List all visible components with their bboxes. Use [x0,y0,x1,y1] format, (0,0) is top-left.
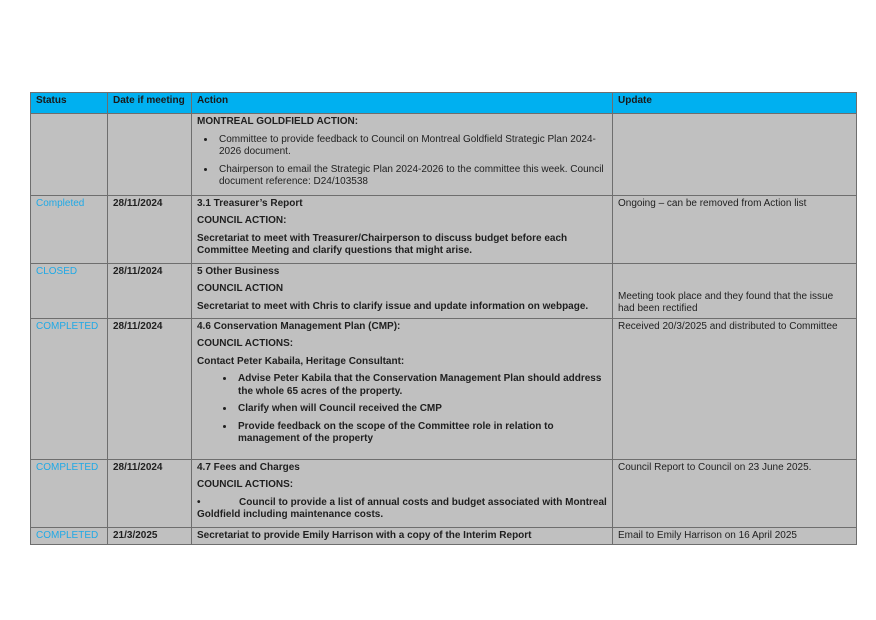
update-cell [613,114,857,196]
action-body-wrap [197,497,607,522]
status-cell: COMPLETED [31,318,108,459]
spacer [618,266,851,291]
status-cell [31,114,108,196]
header-update: Update [613,93,857,114]
action-title: 5 Other Business [197,265,280,277]
table-row [31,318,857,459]
action-cell [192,459,613,527]
action-subtitle: COUNCIL ACTION [197,283,284,294]
action-title: MONTREAL GOLDFIELD ACTION: [197,116,359,127]
date-cell: 28/11/2024 [108,195,192,263]
action-cell [192,318,613,459]
date-cell: 28/11/2024 [108,318,192,459]
bullet-marker: • [197,496,201,508]
update-cell: Email to Emily Harrison on 16 April 2025 [613,527,857,545]
update-cell [613,263,857,318]
action-table [30,92,857,545]
action-cell: Secretariat to provide Emily Harrison with a copy of the Interim Report [192,527,613,545]
update-cell: Received 20/3/2025 and distributed to Committee [613,318,857,459]
action-subtitle: COUNCIL ACTIONS: [197,338,294,349]
action-cell [192,114,613,196]
action-bullet: • Advise Peter Kabila that the Conservation Management Plan should address the whole 65 acres of the property. [235,373,607,398]
action-bullets [197,134,607,189]
action-title: 4.6 Conservation Management Plan (CMP): [197,320,401,332]
update-cell: Ongoing – can be removed from Action list [613,195,857,263]
header-row [31,93,857,114]
action-bullet: • Clarify when will Council received the CMP [235,403,607,416]
header-status: Status [31,93,108,114]
table-row [31,527,857,545]
status-cell: CLOSED [31,263,108,318]
action-cell [192,195,613,263]
action-bullet: • Committee to provide feedback to Council on Montreal Goldfield Strategic Plan 2024-2026 document. [216,134,607,159]
update-cell: Council Report to Council on 23 June 2025. [613,459,857,527]
header-date: Date if meeting [108,93,192,114]
header-action: Action [192,93,613,114]
action-bullet: • Provide feedback on the scope of the Committee role in relation to management of the property [235,421,607,446]
status-cell: COMPLETED [31,527,108,545]
action-bullet: • Chairperson to email the Strategic Plan 2024-2026 to the committee this week. Council document reference: D24/103538 [216,164,607,189]
action-subtitle: COUNCIL ACTIONS: [197,479,294,490]
date-cell [108,114,192,196]
action-bullets [197,373,607,446]
action-cell [192,263,613,318]
status-cell: COMPLETED [31,459,108,527]
action-title: 3.1 Treasurer’s Report [197,197,303,209]
action-body: Council to provide a list of annual costs and budget associated with Montreal Goldfield including maintenance costs. [197,496,607,520]
action-body: Secretariat to meet with Treasurer/Chairperson to discuss budget before each Committee Meeting and clarify questions that might arise. [197,232,568,256]
table-row [31,195,857,263]
date-cell: 28/11/2024 [108,459,192,527]
action-subtitle: COUNCIL ACTION: [197,215,287,226]
status-cell: Completed [31,195,108,263]
date-cell: 21/3/2025 [108,527,192,545]
table-row [31,114,857,196]
table-row [31,263,857,318]
action-title: 4.7 Fees and Charges [197,461,300,473]
action-body: Secretariat to meet with Chris to clarify issue and update information on webpage. [197,300,589,312]
update-text: Meeting took place and they found that the issue had been rectified [618,290,834,314]
table-row [31,459,857,527]
action-body: Contact Peter Kabaila, Heritage Consultant: [197,355,405,367]
date-cell: 28/11/2024 [108,263,192,318]
